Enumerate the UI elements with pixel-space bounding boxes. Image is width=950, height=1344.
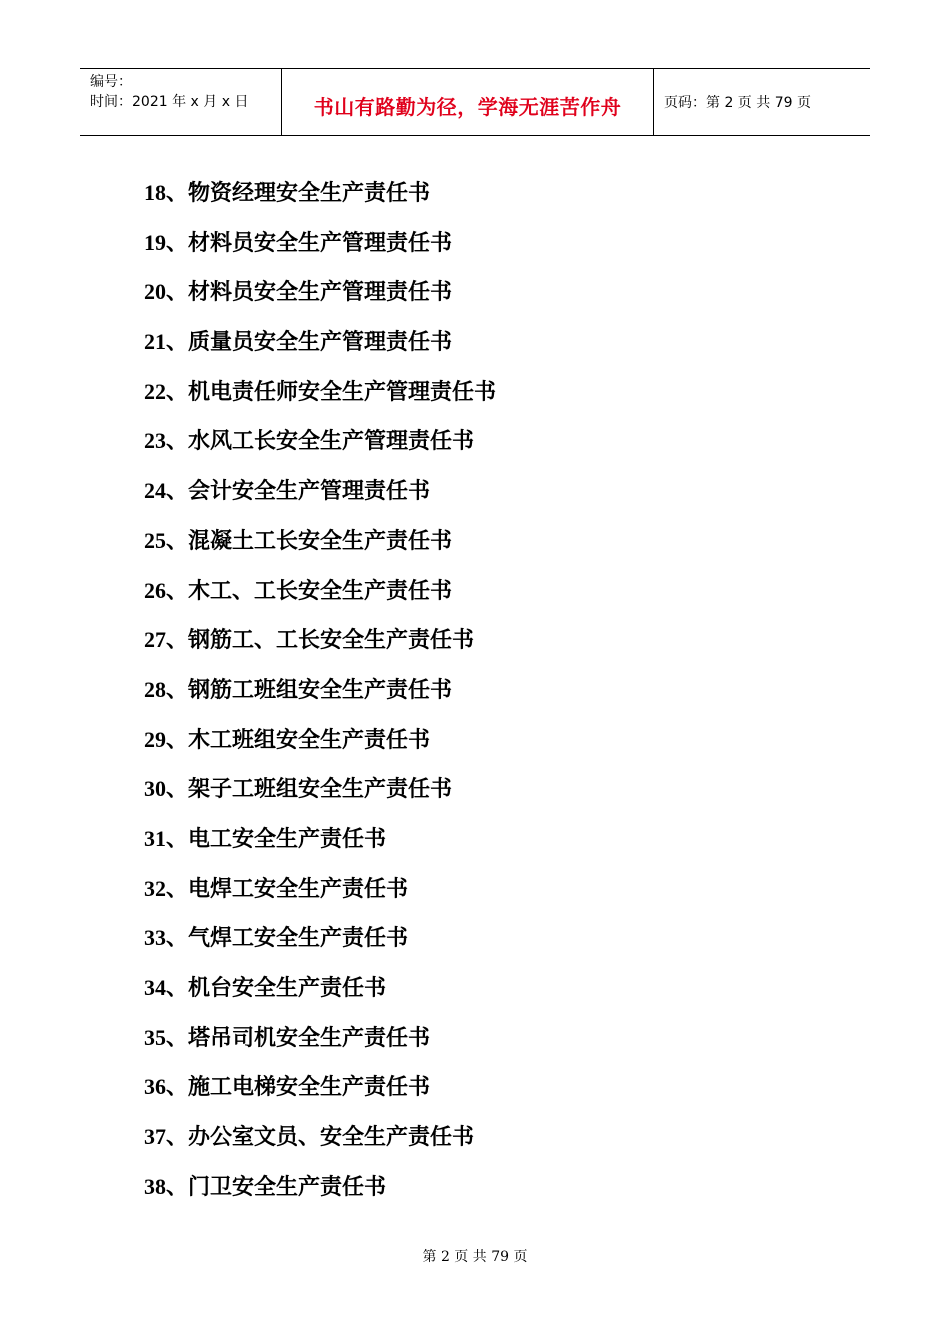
list-item	[144, 171, 496, 221]
header-motto-cell	[281, 69, 654, 135]
item-number: 23	[144, 428, 166, 454]
item-number: 26	[144, 577, 166, 603]
item-number: 38	[144, 1173, 166, 1199]
item-text: 、材料员安全生产管理责任书	[166, 229, 453, 256]
item-text: 、电焊工安全生产责任书	[166, 875, 409, 902]
page-info: 页码：第 2 页 共 79 页	[664, 95, 811, 111]
item-number: 20	[144, 279, 166, 305]
list-item	[144, 519, 496, 569]
item-number: 37	[144, 1124, 166, 1150]
footer-page-text: 第 2 页 共 79 页	[422, 1249, 528, 1265]
item-text: 、会计安全生产管理责任书	[166, 478, 431, 505]
list-item	[144, 1115, 496, 1165]
item-number: 21	[144, 329, 166, 355]
item-number: 34	[144, 975, 166, 1000]
item-number: 27	[144, 627, 166, 653]
list-item	[144, 718, 496, 768]
item-number: 35	[144, 1024, 166, 1050]
motto: 书山有路勤为径，学海无涯苦作舟	[313, 94, 622, 119]
item-text: 、办公室文员、安全生产责任书	[166, 1124, 475, 1151]
toc-list	[144, 171, 496, 1214]
item-number: 33	[144, 925, 166, 951]
item-text: 、塔吊司机安全生产责任书	[166, 1024, 431, 1051]
list-item	[144, 966, 496, 1016]
item-text: 、木工班组安全生产责任书	[166, 726, 431, 753]
list-item	[144, 668, 496, 718]
item-text: 、水风工长安全生产管理责任书	[166, 428, 475, 455]
item-text: 、混凝土工长安全生产责任书	[166, 527, 453, 554]
list-item	[144, 469, 496, 519]
item-text: 、钢筋工班组安全生产责任书	[166, 676, 453, 703]
item-text: 、机台安全生产责任书	[166, 975, 387, 1001]
item-number: 19	[144, 229, 166, 255]
list-item	[144, 916, 496, 966]
list-item	[144, 767, 496, 817]
item-text: 、质量员安全生产管理责任书	[166, 329, 453, 356]
item-number: 30	[144, 776, 166, 802]
item-number: 29	[144, 726, 166, 752]
item-text: 、门卫安全生产责任书	[166, 1173, 387, 1200]
list-item	[144, 419, 496, 469]
item-number: 32	[144, 875, 166, 901]
item-text: 、架子工班组安全生产责任书	[166, 776, 453, 803]
item-number: 36	[144, 1074, 166, 1100]
list-item	[144, 1016, 496, 1066]
item-number: 25	[144, 527, 166, 553]
page-footer	[0, 1246, 950, 1266]
item-text: 、材料员安全生产管理责任书	[166, 279, 453, 306]
list-item	[144, 370, 496, 420]
item-text: 、施工电梯安全生产责任书	[166, 1074, 431, 1101]
item-text: 、物资经理安全生产责任书	[166, 180, 431, 206]
item-text: 、气焊工安全生产责任书	[166, 925, 409, 952]
time-label: 时间：2021 年 x 月 x 日	[90, 94, 249, 110]
header-meta	[80, 69, 281, 135]
list-item	[144, 867, 496, 917]
header-page-info-cell	[654, 69, 870, 135]
item-text: 、电工安全生产责任书	[166, 825, 387, 852]
page-header	[80, 68, 870, 136]
list-item	[144, 618, 496, 668]
item-number: 22	[144, 378, 166, 404]
list-item	[144, 1065, 496, 1115]
list-item	[144, 320, 496, 370]
list-item	[144, 817, 496, 867]
item-text: 、木工、工长安全生产责任书	[166, 577, 453, 604]
item-number: 28	[144, 676, 166, 702]
item-text: 、钢筋工、工长安全生产责任书	[166, 627, 475, 654]
item-text: 、机电责任师安全生产管理责任书	[166, 378, 497, 405]
item-number: 31	[144, 825, 166, 851]
list-item	[144, 221, 496, 271]
list-item	[144, 569, 496, 619]
list-item	[144, 270, 496, 320]
item-number: 24	[144, 478, 166, 504]
list-item	[144, 1165, 496, 1215]
number-label: 编号：	[90, 74, 132, 90]
item-number: 18	[144, 180, 166, 205]
